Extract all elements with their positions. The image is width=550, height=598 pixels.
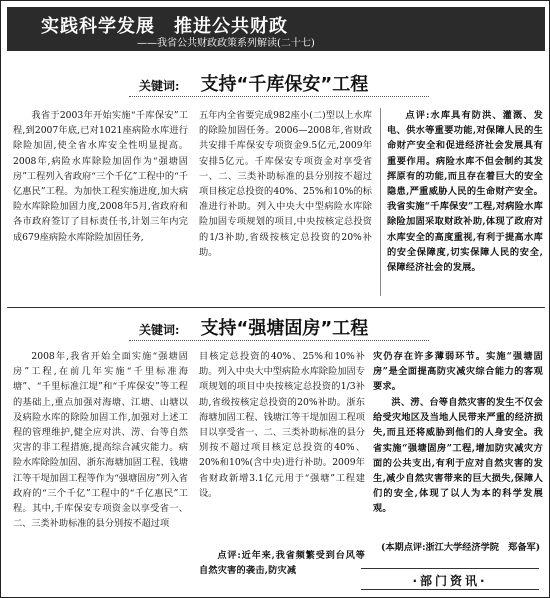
section2-column-1 <box>13 349 188 593</box>
section2-column-2-text: 目核定总投资的40%、25%和10%补助。列入中央大中型病险水库除险加固专项规划的项目中央按核定总投资的1/3补助,省级按核定总投资的20%补助。浙东海塘加固工程、钱塘江等干堤加固工程项目以享受省一、二、三类补助标准的县分别按不超过项目核定总投资的40%、20%和10%(含中央)进行补助。2009年省财政新增3.1亿元用于“强塘”工程建设。 <box>199 351 365 499</box>
section1-heading <box>139 70 368 96</box>
section1-column-2 <box>199 108 372 303</box>
section2-comment-label: 点评: <box>217 550 241 561</box>
banner-title: 实践科学发展 推进公共财政 <box>41 16 288 37</box>
section2-title: 支持“强塘固房”工程 <box>200 318 369 339</box>
section2-comment-continued-text: 灾仍存在许多薄弱环节。实施“强塘固房”是全面提高防灾减灾综合能力的客观要求。 <box>373 351 543 393</box>
header-banner <box>7 7 545 51</box>
section2-heading <box>139 314 368 340</box>
section2-comment-start <box>199 548 365 596</box>
section2-heading-underline <box>129 340 429 341</box>
section1-column-1 <box>13 108 188 303</box>
banner-subtitle: ——我省公共财政政策系列解读(二十七) <box>137 38 315 49</box>
section2-keyword-label: 关键词: <box>139 323 180 337</box>
section2-comment-start-text <box>199 548 365 578</box>
section2-comment-continued <box>373 349 543 395</box>
section2-comment-paragraph-2 <box>373 395 543 529</box>
section2-comment-paragraph-2-text: 洪、涝、台等自然灾害的发生不仅会给受灾地区及当地人民带来严重的经济损失,而且还将威胁到他们的人身安全。我省实施“强塘固房”工程,增加防灾减灾方面的公共支出,有利于应对自然灾害的发生,减少自然灾害带来的巨大损失,保障人们的安全,体现了以人为本的科学发展观。 <box>373 397 543 515</box>
section1-column-1-text: 我省于2003年开始实施“千库保安”工程,到2007年底,已对1021座病险水库进行除险加固,使全省水库安全性明显提高。2008年,病险水库除险加固作为“强塘固房”工程列入省政府“三个千亿”工程中的“千亿惠民”工程。为加快工程实施进度,加大病险水库除险加固力度,2008年5月,省政府和各市政府签订了目标责任书,计划三年内完成679座病险水库除险加固任务, <box>13 110 188 243</box>
section-divider <box>7 307 545 308</box>
section1-heading-underline <box>129 96 429 97</box>
section2-column-2 <box>199 349 365 544</box>
section1-comment <box>387 108 543 303</box>
section2-column-1-text: 2008年,我省开始全面实施“强塘固房”工程,在前几年实施“千里标准海塘”、“千里标准江堤”和“千库保安”等工程的基础上,重点加强对海塘、江塘、山塘以及病险水库的除险加固工作,加强对上述工程的管理维护,健全应对洪、涝、台等自然灾害的非工程措施,提高综合减灾能力。病险水库除险加固、浙东海塘加固工程、钱塘江等干堤加固工程等作为“强塘固房”列入省政府的“三个千亿”工程中的“千亿惠民”工程。其中,千库保安专项资金以享受省一、二、三类补助标准的县分别按不超过项 <box>13 351 188 530</box>
section1-comment-body: 水库具有防洪、灌溉、发电、供水等重要功能,对保障人民的生命财产安全和促进经济社会发展具有重要作用。病险水库不但会制约其发挥原有的功能,而且存在着巨大的安全隐患,严重威胁人民的生命财产安全。我省实施“千库保安”工程,对病险水库除险加固采取财政补助,体现了政府对水库安全的高度重视,有利于提高水库的安全保障度,切实保障人民的安全,保障经济社会的发展。 <box>387 110 543 274</box>
section1-comment-label: 点评: <box>405 110 430 121</box>
department-news-box <box>361 568 539 590</box>
section1-column-divider <box>380 108 381 296</box>
section1-comment-text <box>387 108 543 275</box>
section1-keyword-label: 关键词: <box>139 79 180 93</box>
section1-column-2-text: 五年内全省要完成982座小(二)型以上水库的除险加固任务。2006—2008年,省财政共安排千库保安专项资金9.5亿元,2009年安排5亿元。千库保安专项资金对享受省一、二、三类补助标准的县分别按不超过项目核定总投资的40%、25%和10%的标准进行补助。列入中央大中型病险水库除险加固专项规划的项目,中央按核定总投资的1/3补助,省级按核定总投资的20%补助。 <box>199 110 372 258</box>
comment-author: (本期点评:浙江大学经济学院 郑备军) <box>381 542 541 553</box>
section2-comment-start-body: 近年来,我省频繁受到台风等自然灾害的袭击,防灾减 <box>199 550 365 577</box>
department-news-label: ·部门资讯· <box>412 574 488 588</box>
section1-title: 支持“千库保安”工程 <box>200 74 369 95</box>
